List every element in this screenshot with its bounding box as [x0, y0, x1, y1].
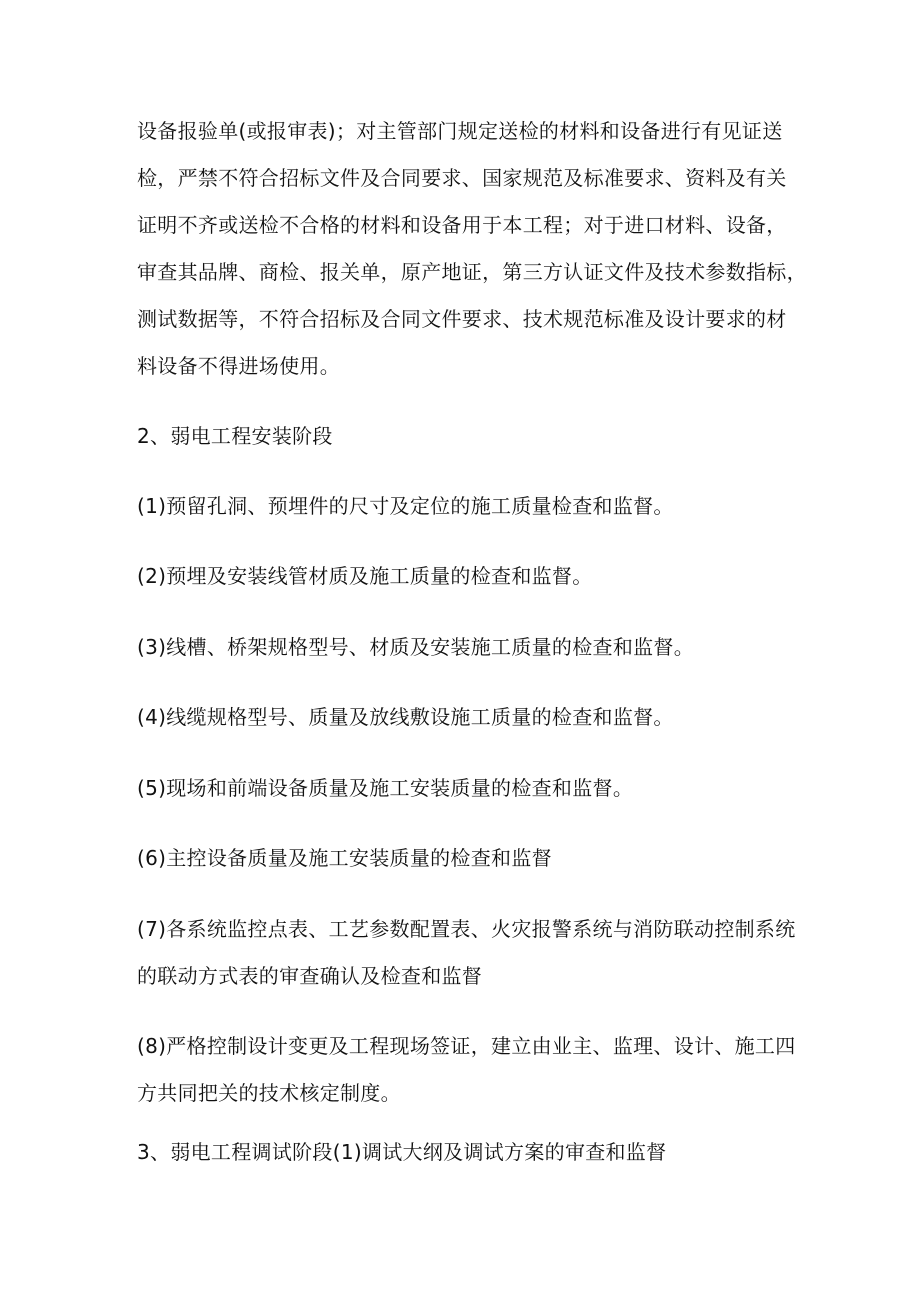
- list-item-7: (7)各系统监控点表、工艺参数配置表、火灾报警系统与消防联动控制系统: [137, 917, 796, 941]
- section-heading-2: 2、弱电工程安装阶段: [137, 424, 333, 448]
- section-heading-3: 3、弱电工程调试阶段(1)调试大纲及调试方案的审查和监督: [137, 1140, 667, 1164]
- list-item-8: (8)严格控制设计变更及工程现场签证，建立由业主、监理、设计、施工四: [137, 1034, 796, 1058]
- intro-line: 料设备不得进场使用。: [137, 354, 340, 378]
- list-item-4: (4)线缆规格型号、质量及放线敷设施工质量的检查和监督。: [137, 705, 674, 729]
- intro-line: 证明不齐或送检不合格的材料和设备用于本工程；对于进口材料、设备，: [137, 213, 787, 237]
- intro-line: 检，严禁不符合招标文件及合同要求、国家规范及标准要求、资料及有关: [137, 166, 787, 190]
- list-item-5: (5)现场和前端设备质量及施工安装质量的检查和监督。: [137, 776, 634, 800]
- list-item-1: (1)预留孔洞、预埋件的尺寸及定位的施工质量检查和监督。: [137, 494, 674, 518]
- intro-line: 测试数据等，不符合招标及合同文件要求、技术规范标准及设计要求的材: [137, 307, 787, 331]
- intro-line: 设备报验单(或报审表)；对主管部门规定送检的材料和设备进行有见证送: [137, 119, 783, 143]
- list-item-3: (3)线槽、桥架规格型号、材质及安装施工质量的检查和监督。: [137, 635, 695, 659]
- list-item-8-cont: 方共同把关的技术核定制度。: [137, 1081, 401, 1105]
- list-item-6: (6)主控设备质量及施工安装质量的检查和监督: [137, 846, 552, 870]
- intro-line: 审查其品牌、商检、报关单，原产地证，第三方认证文件及技术参数指标，: [137, 260, 807, 284]
- list-item-7-cont: 的联动方式表的审查确认及检查和监督: [137, 964, 483, 988]
- list-item-2: (2)预埋及安装线管材质及施工质量的检查和监督。: [137, 564, 593, 588]
